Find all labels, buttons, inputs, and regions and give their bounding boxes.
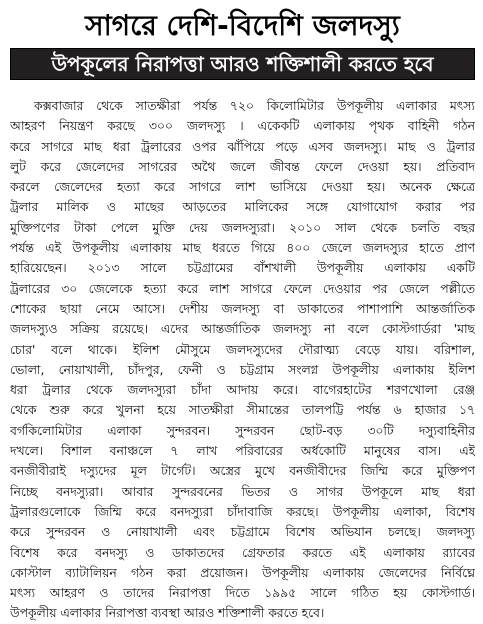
body-line: বনজীবীরাই দস্যুদের মূল টার্গেট। অস্ত্রের মুখে বনজীবীদের জিম্মি করে মুক্তিপণ: [10, 464, 475, 479]
body-line: ভোলা, নোয়াখালী, চাঁদপুর, ফেনী ও চট্টগ্রাম সংলগ্ন উপকূলীয় এলাকায় ইলিশ: [10, 362, 475, 377]
subheadline-banner: উপকূলের নিরাপত্তা আরও শক্তিশালী করতে হবে: [10, 48, 475, 80]
body-line: বর্গকিলোমিটার এলাকা সুন্দরবন। সুন্দরবন ছোট-বড় ৩০টি দস্যুবাহিনীর: [10, 423, 475, 438]
body-line: শোকের ছায়া নেমে আসে। দেশীয় জলদস্যু বা ডাকাতের পাশাপাশি আন্তর্জাতিক: [10, 301, 475, 316]
body-line: কোস্টাল ব্যাটালিয়ন গঠন করা প্রয়োজন। উপকূলীয় এলাকায় জেলেদের নির্বিঘ্নে: [10, 565, 475, 580]
headline: সাগরে দেশি-বিদেশি জলদস্যু: [85, 9, 400, 42]
body-line: ট্রলার মালিক ও মাছের আড়তের মালিকের সঙ্গে যোগাযোগ করার পর: [10, 200, 475, 215]
body-line: করে সুন্দরবন ও নোয়াখালী এবং চট্টগ্রামে বিশেষ অভিযান চলছে। জলদস্যু: [10, 525, 475, 540]
article-body: [10, 96, 475, 624]
body-line: পর্যন্ত এই উপকূলীয় এলাকায় মাছ ধরতে গিয়ে ৪০০ জেলে জলদস্যুর হাতে প্রাণ: [10, 241, 475, 256]
body-line: দখলে। বিশাল বনাঞ্চলে ৭ লাখ পরিবারের অর্ধকোটি মানুষের বাস। এই: [10, 444, 475, 459]
body-line: নিচ্ছে বনদস্যুরা। আবার সুন্দরবনের ভিতর ও সাগর উপকূলে মাছ ধরা: [10, 484, 475, 499]
body-line: আহরণ নিয়ন্ত্রণ করছে ৩০০ জলদস্যু । একেকটি এলাকায় পৃথক বাহিনী গঠন: [10, 119, 475, 134]
body-line: ট্রলারগুলোকে জিম্মি করে বনদস্যুরা চাঁদাবাজি করছে। উপকূলীয় এলাকা, বিশেষ: [10, 504, 475, 519]
body-line: করলে জেলেদের হত্যা করে সাগরে লাশ ভাসিয়ে দেওয়া হয়। অনেক ক্ষেত্রে: [10, 180, 475, 195]
body-line: ট্রলারের ৩০ জেলেকে হত্যা করে লাশ সাগরে ফেলে দেওয়ার পর জেলে পল্লীতে: [10, 281, 475, 296]
body-line: মৎস্য আহরণ ও তাদের নিরাপত্তা দিতে ১৯৯৫ সালে গঠিত হয় কোস্টগার্ড।: [10, 586, 475, 601]
body-line: লুট করে জেলেদের সাগরের অথৈ জলে জীবন্ত ফেলে দেওয়া হয়। প্রতিবাদ: [10, 159, 475, 174]
body-line: করে সাগরে মাছ ধরা ট্রলারের ওপর ঝাঁপিয়ে পড়ে এসব জলদস্যু। মাছ ও ট্রলার: [10, 139, 475, 154]
body-line: জলদস্যুও সক্রিয় রয়েছে। এদের আন্তর্জাতিক জলদস্যু না বলে কোস্টগার্ডরা 'মাছ: [10, 322, 475, 337]
body-line: হারিয়েছেন। ২০১৩ সালে চট্টগ্রামের বাঁশখালী উপকূলীয় এলাকায় একটি: [10, 261, 475, 276]
body-line: কক্সবাজার থেকে সাতক্ষীরা পর্যন্ত ৭২০ কিলোমিটার উপকূলীয় এলাকার মৎস্য: [34, 99, 475, 113]
body-line: থেকে শুরু করে খুলনা হয়ে সাতক্ষীরা সীমান্তের তালপট্টি পর্যন্ত ৬ হাজার ১৭: [10, 403, 475, 418]
body-line: উপকূলীয় এলাকার নিরাপত্তা ব্যবস্থা আরও শক্তিশালী করতে হবে।: [10, 606, 325, 621]
body-line: বিশেষ করে বনদস্যু ও ডাকাতদের গ্রেফতার করতে এই এলাকায় র‍্যাবের: [10, 545, 475, 560]
body-line: চোর' বলে থাকে। ইলিশ মৌসুমে জলদস্যুদের দৌরাত্ম্য বেড়ে যায়। বরিশাল,: [10, 342, 475, 357]
body-line: মুক্তিপণের টাকা পেলে মুক্তি দেয় জলদস্যুরা। ২০১০ সাল থেকে চলতি বছর: [10, 220, 475, 235]
body-line: ধরা ট্রলার থেকে জলদস্যুরা চাঁদা আদায় করে। বাগেরহাটের শরণখোলা রেঞ্জ: [10, 383, 475, 398]
